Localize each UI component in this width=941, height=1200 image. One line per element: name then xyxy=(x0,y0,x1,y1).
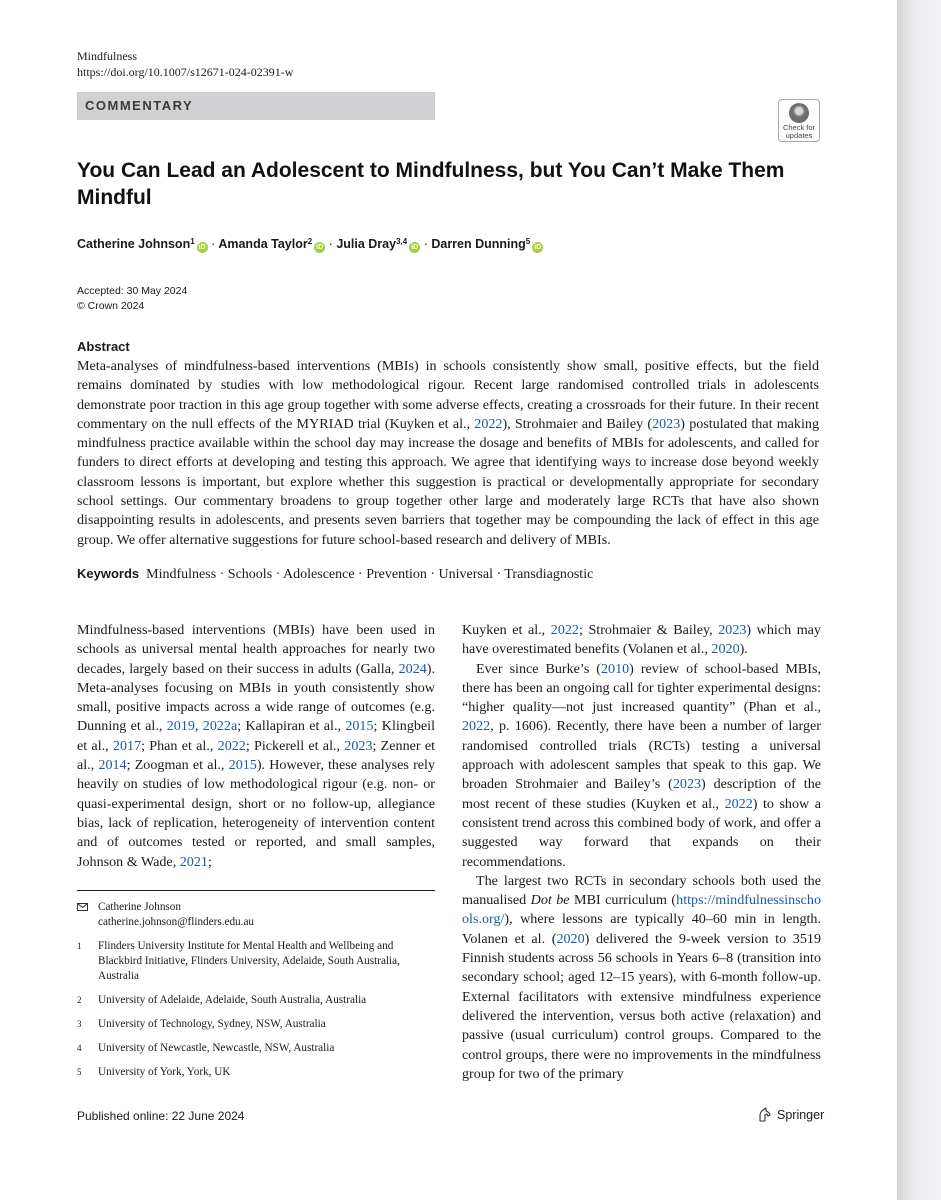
keywords-label: Keywords xyxy=(77,566,140,581)
abstract-text-part: ), Strohmaier and Bailey ( xyxy=(502,415,653,432)
author-separator: · xyxy=(423,237,428,251)
body-text: MBI curriculum ( xyxy=(569,892,677,909)
citation-link[interactable]: 2021 xyxy=(179,853,208,870)
author-affiliation-sup: 2 xyxy=(307,237,313,246)
author-name[interactable]: Darren Dunning xyxy=(431,237,526,251)
publisher-logo xyxy=(757,1107,824,1123)
author-separator: · xyxy=(328,237,333,251)
orcid-icon[interactable]: iD xyxy=(198,244,206,251)
citation-link[interactable]: 2015 xyxy=(345,718,374,735)
citation-link[interactable]: 2020 xyxy=(556,930,585,947)
body-text: ; Pickerell et al., xyxy=(245,737,345,754)
affiliation-number: 3 xyxy=(77,1019,82,1029)
citation-link[interactable]: 2014 xyxy=(98,757,127,774)
body-text: ) which may have overestimated benefits (Volanen et al., xyxy=(462,622,821,658)
author-affiliation-sup: 5 xyxy=(525,237,531,246)
article-type-banner: COMMENTARY xyxy=(77,92,435,120)
body-text: ). xyxy=(739,641,748,658)
orcid-icon[interactable]: iD xyxy=(534,244,542,251)
article-title: You Can Lead an Adolescent to Mindfulness, but You Can’t Make Them Mindful xyxy=(77,159,785,209)
body-paragraph xyxy=(462,872,821,1084)
page-edge-shadow xyxy=(897,0,941,1200)
body-paragraph xyxy=(77,621,435,872)
author-separator: · xyxy=(211,237,216,251)
citation-link[interactable]: 2017 xyxy=(112,737,142,754)
body-text: ; Klingbeil et al., xyxy=(77,718,435,754)
body-text: The largest two RCTs in secondary schools both used the manualised xyxy=(462,872,821,909)
affiliation-text: University of Newcastle, Newcastle, NSW, Australia xyxy=(98,1042,335,1054)
corresponding-author-name: Catherine Johnson xyxy=(98,901,181,913)
citation-link[interactable]: 2023 xyxy=(718,622,747,638)
body-text: , xyxy=(194,718,203,735)
affiliation-text: University of York, York, UK xyxy=(98,1066,231,1078)
body-text: Kuyken et al., xyxy=(462,622,551,638)
abstract-heading: Abstract xyxy=(77,339,130,354)
citation-link[interactable]: 2019 xyxy=(166,718,195,735)
affiliation-number: 5 xyxy=(77,1067,82,1077)
orcid-icon[interactable]: iD xyxy=(411,244,419,251)
body-text: ; Zoogman et al., xyxy=(126,757,229,774)
body-text: Ever since Burke’s ( xyxy=(476,660,601,677)
citation-link[interactable]: 2023 xyxy=(672,776,702,793)
affiliation-1 xyxy=(77,939,435,984)
curriculum-name: Dot be xyxy=(530,892,570,909)
body-text: ), where lessons are typically 40–60 min in length. Volanen et al. ( xyxy=(462,911,821,947)
citation-link[interactable]: 2010 xyxy=(600,660,630,677)
author-list xyxy=(77,236,837,253)
body-column-left xyxy=(77,621,435,872)
published-date: Published online: 22 June 2024 xyxy=(77,1109,245,1123)
affiliation-3 xyxy=(77,1017,435,1032)
envelope-icon xyxy=(77,903,88,911)
author-affiliation-sup: 1 xyxy=(190,237,195,246)
citation-link[interactable]: 2023 xyxy=(344,737,373,754)
affiliation-number: 2 xyxy=(77,995,82,1005)
citation-link[interactable]: 2015 xyxy=(228,757,257,774)
copyright-notice: © Crown 2024 xyxy=(77,300,145,312)
citation-link[interactable]: 2023 xyxy=(652,415,681,432)
crossmark-icon xyxy=(789,103,809,123)
affiliation-text: University of Adelaide, Adelaide, South Australia, Australia xyxy=(98,994,367,1006)
affiliation-number: 1 xyxy=(77,941,82,951)
affiliation-2 xyxy=(77,993,435,1008)
author-affiliation-sup: 3,4 xyxy=(396,237,408,246)
body-text: ; xyxy=(207,853,212,870)
body-text: ) review of school-based MBIs, there has been an ongoing call for tighter experimental designs: “higher quality—not just increased quantity” (Phan et al., xyxy=(462,660,821,716)
body-text: ). However, these analyses rely heavily on studies of low methodological rigour (e.g. non- or quasi-experimental design, short or no follow-up, allegiance bias, lack of replication, heterogeneity of intervention content and of outcomes tested or reported, and small samples, Johnson & Wade, xyxy=(77,757,435,870)
footnote-divider xyxy=(77,890,435,891)
keywords-list: Mindfulness · Schools · Adolescence · Prevention · Universal · Transdiagnostic xyxy=(146,567,594,582)
body-text: ) delivered the 9-week version to 3519 Finnish students across 56 schools in Years 6–8 (transition into secondary school; aged 12–15 years), with 6-month follow-up. External facilitators with extensive mindfulness experience delivered the intervention, versus both active (relaxation) and passive (usual curriculum) control groups. Compared to the control groups, there were no improvements in the mindfulness group for two of the primary xyxy=(462,930,821,1082)
citation-link[interactable]: 2022 xyxy=(724,795,753,812)
body-text: ) to show a consistent trend across this combined body of work, and offer a suggested way forward that expands on their recommendations. xyxy=(462,795,821,870)
accepted-date: Accepted: 30 May 2024 xyxy=(77,285,188,297)
citation-link[interactable]: 2022 xyxy=(550,622,579,638)
body-text: ; Phan et al., xyxy=(141,737,218,754)
body-text: ; Kallapiran et al., xyxy=(237,718,346,735)
body-text: ; Zenner et al., xyxy=(77,737,436,774)
affiliation-text: University of Technology, Sydney, NSW, Australia xyxy=(98,1018,326,1030)
abstract-text-part: ) postulated that making mindfulness practice available within the school day may increase the dosage and benefits of MBIs for adolescents, and called for funders to direct efforts at developing and testing this approach. We agree that identifying ways to increase dose beyond weekly classroom lessons is important, but explore whether this suggestion is practical or developmentally appropriate for secondary school settings. Our commentary broadens to group together other large and moderately large RCTs that have also shown disappointing results in adolescents, and presents seven barriers that together may be compounding the lack of effect in this age group. We offer alternative suggestions for future school-based research and delivery of MBIs. xyxy=(77,415,819,548)
publisher-name: Springer xyxy=(777,1108,825,1122)
affiliation-4 xyxy=(77,1041,435,1056)
abstract-text-part: Meta-analyses of mindfulness-based interventions (MBIs) in schools consistently show small, positive effects, but the field remains dominated by studies with low methodological rigour. Recent large randomised controlled trials in adolescents demonstrate poor traction in this age group together with some adverse effects, creating a crossroads for their future. In their recent commentary on the null effects of the MYRIAD trial (Kuyken et al., xyxy=(77,358,819,432)
url-link[interactable]: https://mindfulnessinschools.org/ xyxy=(462,892,821,928)
body-text: ; Strohmaier & Bailey, xyxy=(578,622,719,638)
keywords xyxy=(77,565,837,584)
citation-link[interactable]: 2022a xyxy=(202,718,238,735)
corresponding-author xyxy=(77,900,435,930)
orcid-icon[interactable]: iD xyxy=(316,244,324,251)
abstract-text xyxy=(77,357,819,550)
badge-label-1: Check for xyxy=(782,123,816,132)
author-name[interactable]: Julia Dray xyxy=(336,237,397,251)
corresponding-email[interactable]: catherine.johnson@flinders.edu.au xyxy=(98,916,255,928)
citation-link[interactable]: 2020 xyxy=(711,641,740,658)
body-paragraph xyxy=(462,660,821,872)
body-text: Mindfulness-based interventions (MBIs) have been used in schools as universal mental health approaches for nearly two decades, largely based on their success in adults (Galla, xyxy=(77,622,435,677)
citation-link[interactable]: 2024 xyxy=(398,660,427,677)
affiliation-number: 4 xyxy=(77,1043,82,1053)
journal-name: Mindfulness xyxy=(77,49,137,63)
article-meta xyxy=(77,284,187,314)
author-name[interactable]: Catherine Johnson xyxy=(77,237,191,251)
citation-link[interactable]: 2022 xyxy=(462,718,491,735)
doi-link[interactable]: https://doi.org/10.1007/s12671-024-02391-w xyxy=(77,65,294,79)
badge-label-2: updates xyxy=(785,131,813,140)
springer-horse-icon xyxy=(757,1107,773,1123)
footnotes xyxy=(77,900,435,1080)
body-paragraph xyxy=(462,621,821,660)
body-text: ). Meta-analyses focusing on MBIs in youth consistently show small, positive impacts across a wide range of outcomes (e.g. Dunning et al., xyxy=(77,660,435,735)
check-for-updates-badge[interactable] xyxy=(778,99,820,142)
affiliation-text: Flinders University Institute for Mental Health and Wellbeing and Blackbird Initiative, Flinders University, Adelaide, South Australia, Australia xyxy=(98,940,400,982)
body-text: ) description of the most recent of these studies (Kuyken et al., xyxy=(462,776,821,812)
citation-link[interactable]: 2022 xyxy=(217,737,246,754)
body-column-right xyxy=(462,621,821,1084)
body-text: , p. 1606). Recently, there have been a number of larger randomised controlled trials (RCTs) testing a universal approach with adolescent samples that speak to this gap. We broaden Strohmaier and Bailey’s ( xyxy=(462,718,821,793)
citation-link[interactable]: 2022 xyxy=(474,415,503,432)
author-name[interactable]: Amanda Taylor xyxy=(218,237,308,251)
affiliation-5 xyxy=(77,1065,435,1080)
